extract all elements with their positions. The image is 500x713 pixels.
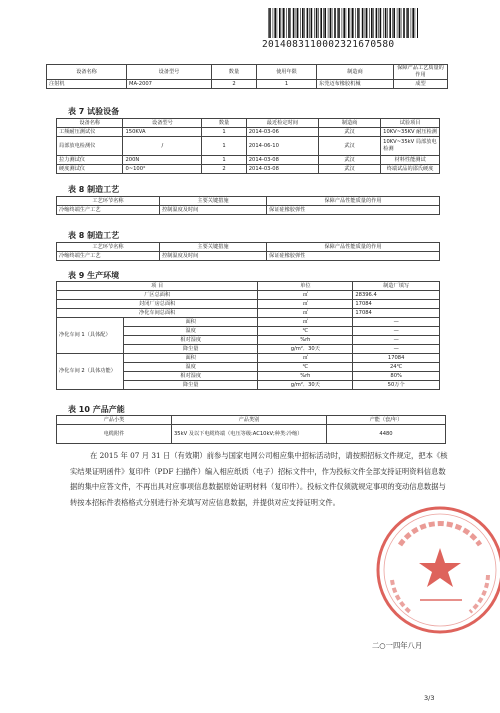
table-header: 主要关键措施	[160, 197, 267, 206]
table-cell: 降尘量	[124, 381, 258, 390]
barcode-bar	[304, 8, 305, 38]
barcode-bar	[407, 8, 409, 38]
table-cell: 注射机	[47, 80, 127, 89]
table-cell: —	[353, 327, 440, 336]
barcode-bar	[307, 8, 309, 38]
table-cell: 保证硅橡胶弹性	[267, 206, 440, 215]
table-cell: 控制温度及时间	[160, 252, 267, 261]
table-cell: 武汉	[318, 128, 380, 137]
barcode-bar	[352, 8, 354, 38]
table-cell: 面积	[124, 354, 258, 363]
barcode-bar	[376, 8, 378, 38]
barcode-bar	[355, 8, 356, 38]
barcode-bar	[351, 8, 352, 38]
barcode-bar	[380, 8, 382, 38]
table-cell: 1	[257, 80, 317, 89]
table-cell: ㎡	[258, 318, 353, 327]
barcode-bar	[320, 8, 322, 38]
equipment-table	[46, 64, 448, 89]
barcode-bar	[290, 8, 291, 38]
table-row	[57, 128, 440, 137]
table-cell: ℃	[258, 327, 353, 336]
process-table-a	[56, 196, 440, 215]
table-cell: 2014-03-08	[246, 156, 318, 165]
table-header: 工艺环节名称	[57, 243, 160, 252]
table-header: 制造厂填写	[353, 282, 440, 291]
table-cell: /	[123, 137, 202, 156]
table-cell: ㎡	[258, 309, 353, 318]
table-header: 试验项目	[381, 119, 440, 128]
barcode-bar	[296, 8, 297, 38]
barcode-bar	[401, 8, 402, 38]
table-row	[57, 165, 440, 174]
barcode-bar	[387, 8, 388, 38]
table-cell: 冷缩终端生产工艺	[57, 252, 160, 261]
table-header-row	[47, 65, 448, 80]
barcode-bar	[330, 8, 332, 38]
barcode-bar	[337, 8, 338, 38]
table-cell: 材料性能测试	[381, 156, 440, 165]
table-cell: 局部放电检测仪	[57, 137, 123, 156]
page-number: 3/3	[424, 694, 435, 702]
table-cell: ㎡	[258, 291, 353, 300]
table-cell: 武汉	[318, 165, 380, 174]
barcode-bar	[357, 8, 359, 38]
table-header: 项 目	[57, 282, 258, 291]
barcode-bar	[302, 8, 304, 38]
barcode-bar	[346, 8, 347, 38]
barcode-bar	[297, 8, 299, 38]
barcode-bar	[268, 8, 269, 38]
section-title-process-b: 表 8 制造工艺	[68, 231, 120, 240]
table-cell: —	[353, 318, 440, 327]
table-header-row	[57, 243, 440, 252]
table-header-row	[57, 197, 440, 206]
barcode-number: 20140831100023216705​80	[262, 39, 395, 50]
barcode-bar	[415, 8, 416, 38]
barcode-bar	[362, 8, 364, 38]
barcode-bar	[286, 8, 287, 38]
table-header: 使用年限	[257, 65, 317, 80]
table-header: 产品类别	[172, 416, 327, 425]
table-row	[57, 300, 440, 309]
table-cell: g/m²．30天	[258, 345, 353, 354]
table-cell: 温度	[124, 327, 258, 336]
table-row	[57, 156, 440, 165]
barcode-bar	[334, 8, 336, 38]
barcode-bar	[323, 8, 324, 38]
barcode-bar	[314, 8, 315, 38]
table-cell: 24℃	[353, 363, 440, 372]
table-cell: 80%	[353, 372, 440, 381]
test-equipment-table	[56, 118, 440, 174]
barcode-bar	[403, 8, 405, 38]
table-header-row	[57, 119, 440, 128]
table-cell: 降尘量	[124, 345, 258, 354]
table-cell: 2	[202, 165, 246, 174]
barcode-bar	[378, 8, 379, 38]
table-cell: 控制温度及时间	[160, 206, 267, 215]
table-cell: 相对湿度	[124, 372, 258, 381]
barcode-bar	[365, 8, 366, 38]
table-cell: 终端试品的邵氏硬度	[381, 165, 440, 174]
barcode-bar	[389, 8, 391, 38]
barcode-bar	[318, 8, 319, 38]
table-header-row	[57, 282, 440, 291]
barcode-bar	[283, 8, 285, 38]
barcode-bar	[411, 8, 412, 38]
table-cell: 1	[202, 128, 246, 137]
barcode-bar	[324, 8, 326, 38]
table-cell: 保证硅橡胶弹性	[267, 252, 440, 261]
table-group-label: 净化车间 1（具体配）	[57, 318, 124, 354]
table-cell: 武汉	[318, 137, 380, 156]
table-cell: 2014-03-06	[246, 128, 318, 137]
table-cell: 4480	[327, 425, 446, 444]
table-cell: 成型	[394, 80, 448, 89]
table-cell: 0~100°	[123, 165, 202, 174]
table-header: 保障产品性能质量的作用	[267, 197, 440, 206]
table-row	[57, 252, 440, 261]
capacity-table	[56, 415, 446, 444]
table-header: 保障产品工艺质量的作用	[394, 65, 448, 80]
table-cell: %rh	[258, 336, 353, 345]
barcode-bar	[282, 8, 283, 38]
table-cell: 17084	[353, 300, 440, 309]
barcode-bar	[383, 8, 384, 38]
table-row	[57, 206, 440, 215]
table-header: 主要关键措施	[160, 243, 267, 252]
table-cell: 10KV~35KV 耐压检测	[381, 128, 440, 137]
table-header: 保障产品性能质量的作用	[267, 243, 440, 252]
table-cell: 净化车间总面积	[57, 309, 258, 318]
barcode-bar	[371, 8, 373, 38]
table-row	[57, 309, 440, 318]
table-header: 产品小类	[57, 416, 172, 425]
barcode-bar	[311, 8, 313, 38]
section-title-test-equipment: 表 7 试验设备	[68, 107, 120, 116]
table-group-label: 净化车间 2（具体功能）	[57, 354, 124, 390]
barcode-bar	[392, 8, 393, 38]
table-cell: 硬度测试仪	[57, 165, 123, 174]
table-cell: 封闭厂房总面积	[57, 300, 258, 309]
table-cell: 东莞迈布橡胶机械	[317, 80, 394, 89]
table-header: 最近检定时间	[246, 119, 318, 128]
table-cell: 2	[212, 80, 257, 89]
table-row	[57, 137, 440, 156]
table-header-row	[57, 416, 446, 425]
table-header: 设备名称	[57, 119, 123, 128]
table-cell: %rh	[258, 372, 353, 381]
table-cell: 50万个	[353, 381, 440, 390]
table-header: 工艺环节名称	[57, 197, 160, 206]
barcode-bar	[293, 8, 295, 38]
table-cell: 28396.4	[353, 291, 440, 300]
table-cell: 武汉	[318, 156, 380, 165]
barcode-bar	[397, 8, 398, 38]
barcode-bar	[366, 8, 368, 38]
barcode-bar	[393, 8, 395, 38]
table-header: 数量	[202, 119, 246, 128]
barcode-bar	[309, 8, 310, 38]
table-cell: 1	[202, 137, 246, 156]
barcode-bar	[273, 8, 274, 38]
table-header: 设备型号	[127, 65, 212, 80]
table-cell: ㎡	[258, 300, 353, 309]
table-cell: 冷缩终端生产工艺	[57, 206, 160, 215]
barcode-bar	[338, 8, 340, 38]
table-header: 产能（套/年）	[327, 416, 446, 425]
barcode-bar	[279, 8, 281, 38]
table-cell: 35kV 及以下电缆终端（电压等级:AC10kV;种类:冷缩）	[172, 425, 327, 444]
table-cell: 温度	[124, 363, 258, 372]
table-cell: g/m²．30天	[258, 381, 353, 390]
barcode-bar	[328, 8, 329, 38]
table-cell: 2014-06-10	[246, 137, 318, 156]
table-cell: 工频耐压测试仪	[57, 128, 123, 137]
table-cell: 电缆附件	[57, 425, 172, 444]
barcode-bar	[406, 8, 407, 38]
table-cell: —	[353, 345, 440, 354]
table-header: 数量	[212, 65, 257, 80]
barcode	[268, 8, 418, 38]
barcode-bar	[399, 8, 401, 38]
barcode-bar	[316, 8, 318, 38]
table-header: 单位	[258, 282, 353, 291]
table-cell: 厂区总面积	[57, 291, 258, 300]
table-cell: 相对湿度	[124, 336, 258, 345]
signature-date: 二○一四年八月	[372, 641, 423, 650]
barcode-bar	[385, 8, 387, 38]
table-header: 设备名称	[47, 65, 127, 80]
process-table-b	[56, 242, 440, 261]
barcode-bar	[369, 8, 370, 38]
table-row	[57, 291, 440, 300]
table-cell: —	[353, 336, 440, 345]
notice-paragraph: 在 2015 年 07 月 31 日（有效期）前参与国家电网公司相应集中招标活动时，请按照招标文件规定，把本《核实结果证明函件》复印件（PDF 扫描件）编入相应纸质（电子）招标文件中，作为投标文件全部支持证明资料信息数据的集中应答文件，不再出具对应事项信息数据原始证明材料（复印件）。投标文件仅须就规定事项的变动信息数据与转按本招标件表格格式分别进行补充填写对应信息数据，并提供对应支持证明文件。	[70, 451, 448, 507]
barcode-bar	[359, 8, 360, 38]
barcode-bar	[332, 8, 333, 38]
table-row	[57, 425, 446, 444]
barcode-bar	[300, 8, 301, 38]
barcode-bar	[412, 8, 414, 38]
table-header: 设备型号	[123, 119, 202, 128]
barcode-bar	[373, 8, 374, 38]
environment-table	[56, 281, 440, 390]
table-row	[57, 354, 440, 363]
table-cell: 150KVA	[123, 128, 202, 137]
table-cell: 2014-03-08	[246, 165, 318, 174]
table-cell: 拉力测试仪	[57, 156, 123, 165]
company-seal-icon	[370, 500, 500, 640]
barcode-bar	[343, 8, 345, 38]
barcode-bar	[277, 8, 278, 38]
table-row	[57, 318, 440, 327]
table-header: 制造商	[318, 119, 380, 128]
section-title-capacity: 表 10 产品产能	[68, 405, 125, 414]
table-header: 制造商	[317, 65, 394, 80]
barcode-bar	[274, 8, 276, 38]
barcode-bar	[269, 8, 271, 38]
table-cell: 17084	[353, 309, 440, 318]
barcode-bar	[417, 8, 418, 38]
table-cell: ㎡	[258, 354, 353, 363]
table-cell: 17084	[353, 354, 440, 363]
table-cell: 1	[202, 156, 246, 165]
table-row	[47, 80, 448, 89]
table-cell: 面积	[124, 318, 258, 327]
barcode-bar	[348, 8, 350, 38]
barcode-bar	[288, 8, 290, 38]
table-cell: MA-2007	[127, 80, 212, 89]
section-title-environment: 表 9 生产环境	[68, 271, 120, 280]
table-cell: 200N	[123, 156, 202, 165]
section-title-process-a: 表 8 制造工艺	[68, 185, 120, 194]
barcode-bar	[342, 8, 343, 38]
table-cell: 10KV~35kV 局部放电检测	[381, 137, 440, 156]
table-cell: ℃	[258, 363, 353, 372]
